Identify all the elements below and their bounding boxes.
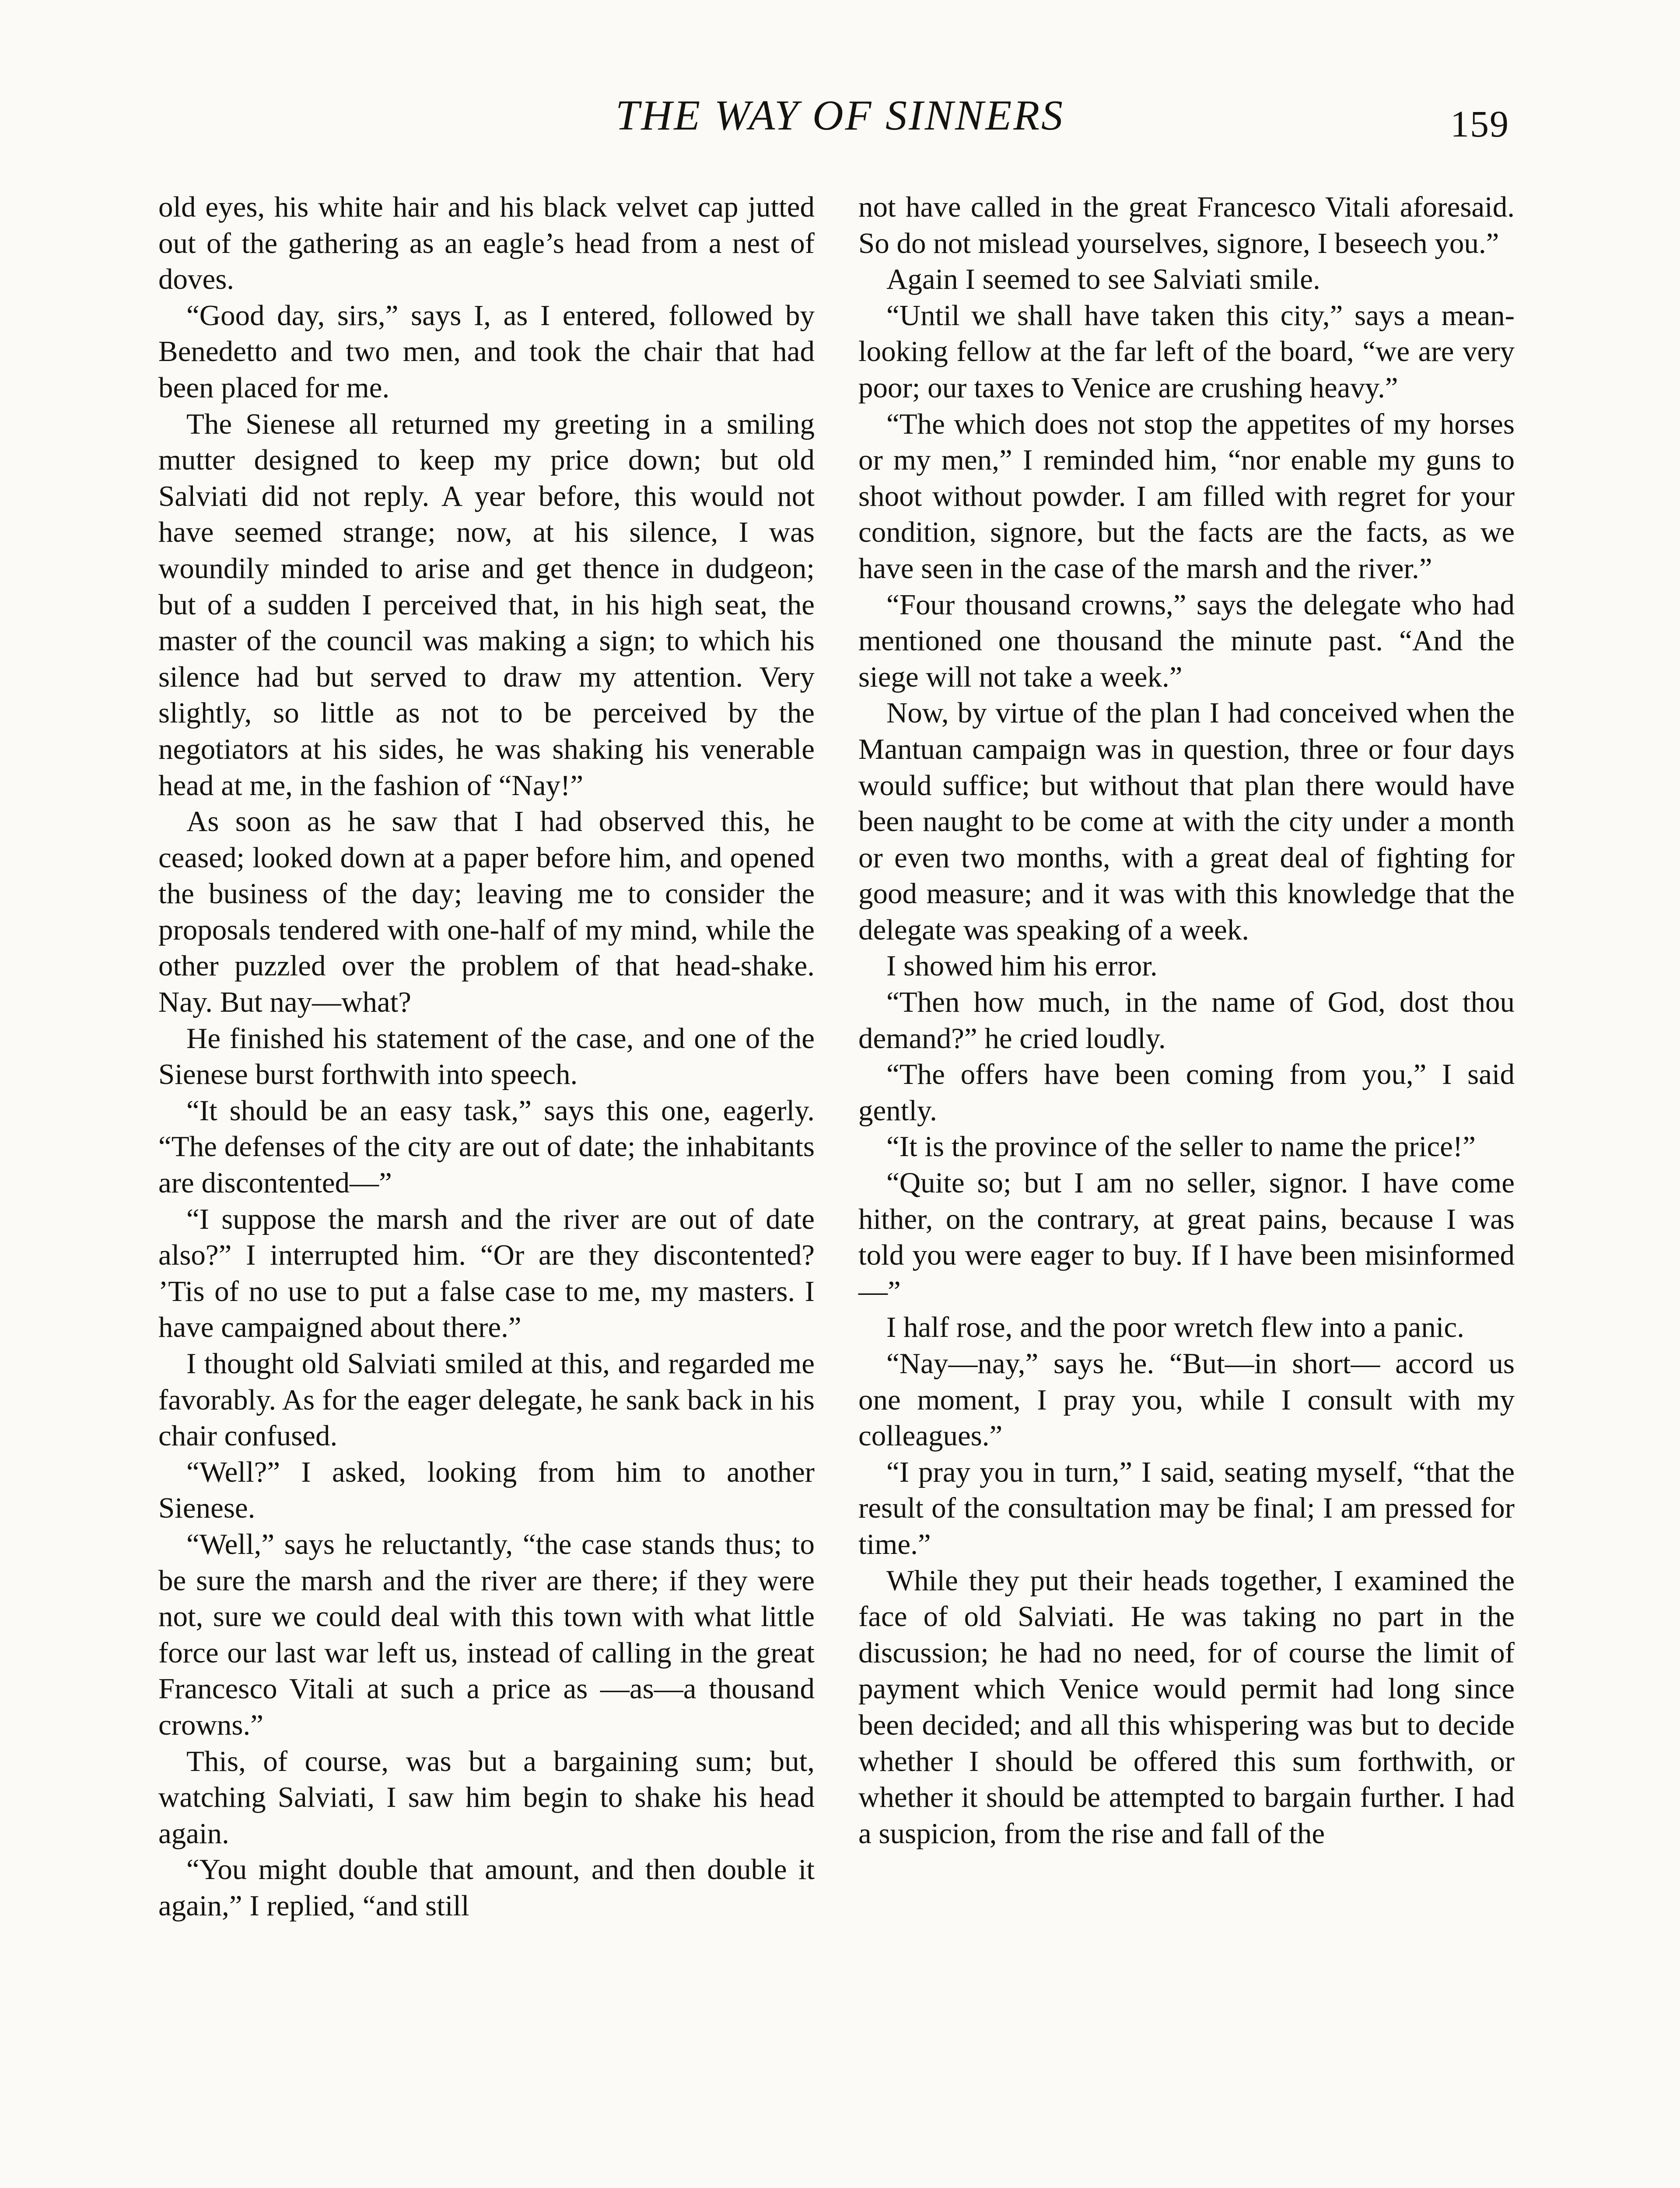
running-head-title: THE WAY OF SINNERS	[615, 92, 1065, 139]
paragraph: “I pray you in turn,” I said, seating myself, “that the result of the consultation may be final; I am pressed for time.”	[858, 1455, 1515, 1560]
paragraph: While they put their heads together, I examined the face of old Salviati. He was taking no part in the discussion; he had no need, for of course the limit of payment which Venice would permit had long since been decided; and all this whispering was but to decide whether I should be offered this sum forthwith, or whether it should be attempted to bargain further. I had a suspicion, from the rise and fall of the	[858, 1564, 1515, 1850]
paragraph: As soon as he saw that I had observed this, he ceased; looked down at a paper before him, and opened the business of the day; leaving me to consider the proposals tendered with one-half of my mind, while the other puzzled over the problem of that head-shake. Nay. But nay—what?	[158, 805, 815, 1019]
paragraph: The Sienese all returned my greeting in a smiling mutter designed to keep my price down; but old Salviati did not reply. A year before, this would not have seemed strange; now, at his silence, I was woundily minded to arise and get thence in dudgeon; but of a sudden I perceived that, in his high seat, the master of the council was making a sign; to which his silence had but served to draw my attention. Very slightly, so little as not to be perceived by the negotiators at his sides, he was shaking his venerable head at me, in the fashion of “Nay!”	[158, 407, 815, 802]
paragraph: I showed him his error.	[886, 950, 1158, 982]
paragraph: “The offers have been coming from you,” I said gently.	[858, 1058, 1515, 1127]
paragraph: Again I seemed to see Salviati smile.	[886, 263, 1320, 296]
paragraph: I half rose, and the poor wretch flew into a panic.	[886, 1311, 1464, 1344]
paragraph: “Nay—nay,” says he. “But—in short— accord us one moment, I pray you, while I consult with my colleagues.”	[858, 1347, 1515, 1452]
paragraph: He finished his statement of the case, and one of the Sienese burst forthwith into speech.	[158, 1022, 815, 1091]
paragraph: Now, by virtue of the plan I had conceived when the Mantuan campaign was in question, three or four days would suffice; but without that plan there would have been naught to be come at with the city under a month or even two months, with a great deal of fighting for good measure; and it was with this knowledge that the delegate was speaking of a week.	[858, 697, 1515, 946]
paragraph: “Then how much, in the name of God, dost thou demand?” he cried loudly.	[858, 986, 1515, 1055]
paragraph: not have called in the great Francesco Vitali aforesaid. So do not mislead yourselves, signore, I beseech you.”	[858, 191, 1515, 259]
paragraph: “Well?” I asked, looking from him to another Sienese.	[158, 1455, 815, 1525]
paragraph: “Four thousand crowns,” says the delegate who had mentioned one thousand the minute past. “And the siege will not take a week.”	[858, 588, 1515, 693]
paragraph: “You might double that amount, and then double it again,” I replied, “and still	[158, 1853, 815, 1922]
paragraph: old eyes, his white hair and his black velvet cap jutted out of the gathering as an eagle’s head from a nest of doves.	[158, 191, 815, 296]
paragraph: “It should be an easy task,” says this one, eagerly. “The defenses of the city are out of date; the inhabitants are discontented—”	[158, 1094, 815, 1199]
paragraph: “It is the province of the seller to name the price!”	[886, 1130, 1476, 1163]
text-column-right	[858, 189, 1515, 1851]
paragraph: “Quite so; but I am no seller, signor. I have come hither, on the contrary, at great pains, because I was told you were eager to buy. If I have been misinformed—”	[858, 1167, 1515, 1308]
paragraph: “Good day, sirs,” says I, as I entered, followed by Benedetto and two men, and took the chair that had been placed for me.	[158, 299, 815, 404]
paragraph: “The which does not stop the appetites of my horses or my men,” I reminded him, “nor enable my guns to shoot without powder. I am filled with regret for your condition, signore, but the facts are the facts, as we have seen in the case of the marsh and the river.”	[858, 407, 1515, 585]
paragraph: I thought old Salviati smiled at this, and regarded me favorably. As for the eager delegate, he sank back in his chair confused.	[158, 1347, 815, 1452]
page-number: 159	[1450, 103, 1509, 145]
text-column-left	[158, 189, 815, 1924]
paragraph: “Well,” says he reluctantly, “the case stands thus; to be sure the marsh and the river are there; if they were not, sure we could deal with this town with what little force our last war left us, instead of calling in the great Francesco Vitali at such a price as —as—a thousand crowns.”	[158, 1528, 815, 1741]
paragraph: This, of course, was but a bargaining sum; but, watching Salviati, I saw him begin to shake his head again.	[158, 1745, 815, 1850]
paragraph: “I suppose the marsh and the river are out of date also?” I interrupted him. “Or are they discontented? ’Tis of no use to put a false case to me, my masters. I have campaigned about there.”	[158, 1203, 815, 1344]
paragraph: “Until we shall have taken this city,” says a mean-looking fellow at the far left of the board, “we are very poor; our taxes to Venice are crushing heavy.”	[858, 299, 1515, 404]
